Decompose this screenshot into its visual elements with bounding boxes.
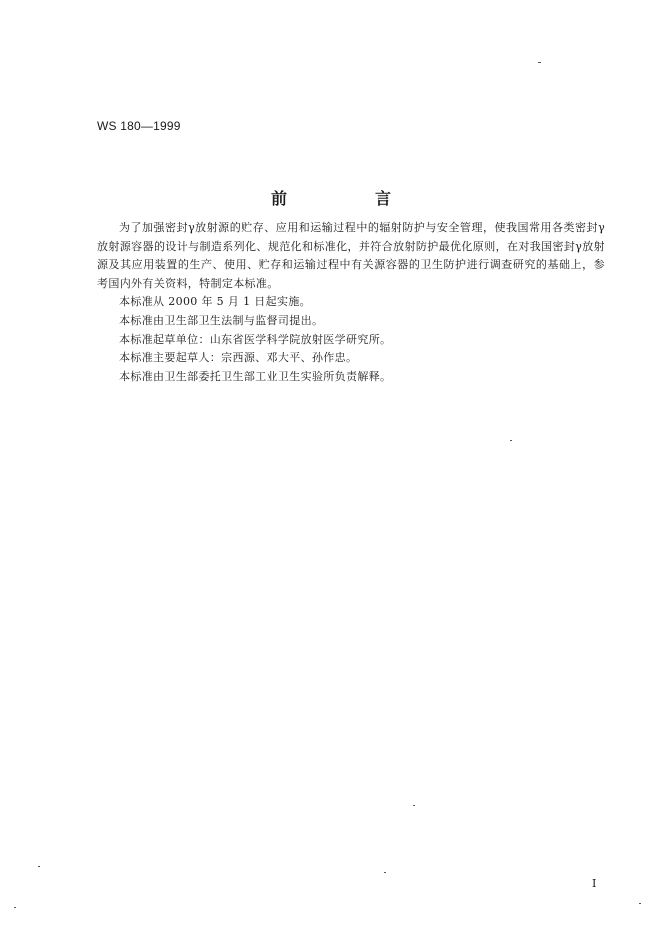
scan-speck <box>510 440 512 441</box>
scan-speck <box>14 907 16 908</box>
scan-speck <box>538 62 541 63</box>
standard-code: WS 180—1999 <box>97 119 181 133</box>
page-number: I <box>592 877 597 890</box>
scan-speck <box>639 903 641 904</box>
foreword-body <box>97 219 605 386</box>
scan-speck <box>413 805 415 806</box>
paragraph-purpose: 为了加强密封γ放射源的贮存、应用和运输过程中的辐射防护与安全管理，使我国常用各类密封γ放射源容器的设计与制造系列化、规范化和标准化，并符合放射防护最优化原则，在对我国密封γ放射源及其应用装置的生产、使用、贮存和运输过程中有关源容器的卫生防护进行调查研究的基础上，参考国内外有关资料，特制定本标准。 <box>97 221 605 290</box>
scan-speck <box>384 872 386 873</box>
scan-speck <box>38 866 40 867</box>
paragraph-effective-date: 本标准从 2000 年 5 月 1 日起实施。 <box>119 295 312 309</box>
paragraph-interpreter: 本标准由卫生部委托卫生部工业卫生实验所负责解释。 <box>119 369 392 383</box>
page-title: 前 言 <box>270 189 427 208</box>
paragraph-drafting-unit: 本标准起草单位：山东省医学科学院放射医学研究所。 <box>119 332 392 346</box>
paragraph-drafters: 本标准主要起草人：宗西源、邓大平、孙作忠。 <box>119 351 358 365</box>
paragraph-proposer: 本标准由卫生部卫生法制与监督司提出。 <box>119 313 324 327</box>
